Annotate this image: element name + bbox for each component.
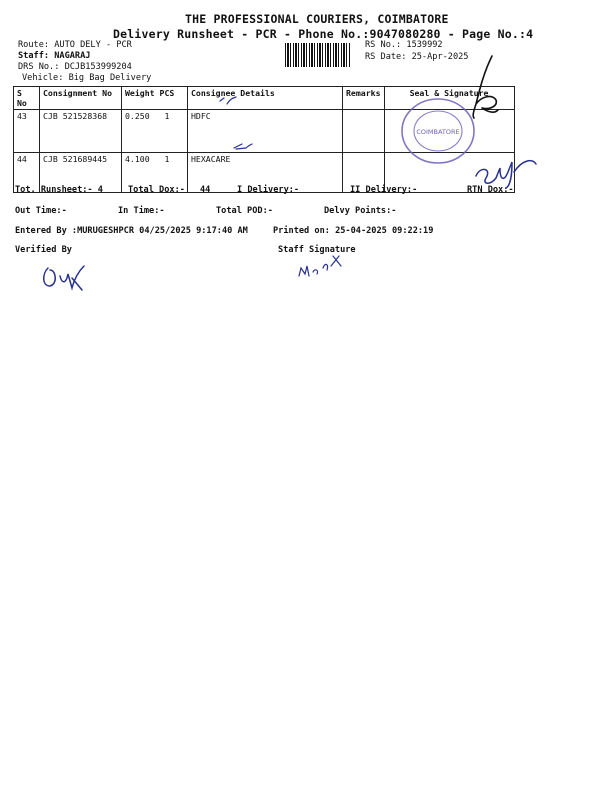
total-pod: Total POD:- bbox=[216, 206, 273, 216]
verified-signature bbox=[38, 262, 90, 294]
staff-label: Staff: NAGARAJ bbox=[18, 51, 91, 61]
staff-signature bbox=[295, 252, 345, 282]
col-consignee: Consignee Details bbox=[188, 87, 343, 110]
rs-number: RS No.: 1539992 bbox=[365, 40, 443, 50]
printed-on: Printed on: 25-04-2025 09:22:19 bbox=[273, 226, 434, 236]
row-sno: 43 bbox=[14, 110, 40, 153]
runsheet-subtitle: Delivery Runsheet - PCR - Phone No.:9047080280 - Page No.:4 bbox=[113, 27, 534, 41]
staff-signature-label: Staff Signature bbox=[278, 245, 356, 255]
col-weight-pcs: Weight PCS bbox=[122, 87, 188, 110]
verified-by: Verified By bbox=[15, 245, 72, 255]
row-consignee: HDFC bbox=[188, 110, 343, 153]
row-consignment: CJB 521689445 bbox=[40, 153, 122, 193]
delivery-signature bbox=[462, 52, 502, 122]
col-remarks: Remarks bbox=[343, 87, 385, 110]
row-consignment: CJB 521528368 bbox=[40, 110, 122, 153]
rtn-dox: RTN Dox:- bbox=[467, 185, 514, 195]
barcode-image bbox=[285, 43, 351, 67]
ii-delivery: II Delivery:- bbox=[350, 185, 418, 195]
row-weight-pcs: 4.100 1 bbox=[122, 153, 188, 193]
in-time: In Time:- bbox=[118, 206, 165, 216]
vehicle-label: Vehicle: Big Bag Delivery bbox=[22, 73, 152, 83]
total-dox-value: 44 bbox=[200, 185, 211, 195]
rs-date: RS Date: 25-Apr-2025 bbox=[365, 52, 469, 62]
drs-number: DRS No.: DCJB153999204 bbox=[18, 62, 132, 72]
tot-runsheet: Tot. Runsheet:- 4 bbox=[15, 185, 103, 195]
hexacare-tick-mark bbox=[232, 140, 254, 154]
stamp-text: COIMBATORE bbox=[416, 128, 460, 136]
i-delivery: I Delivery:- bbox=[237, 185, 300, 195]
route-label: Route: AUTO DELY - PCR bbox=[18, 40, 132, 50]
company-title: THE PROFESSIONAL COURIERS, COIMBATORE bbox=[185, 12, 449, 26]
row-weight-pcs: 0.250 1 bbox=[122, 110, 188, 153]
delvy-points: Delvy Points:- bbox=[324, 206, 397, 216]
row-remarks bbox=[343, 110, 385, 153]
col-sno: S No bbox=[14, 87, 40, 110]
row-sno: 44 bbox=[14, 153, 40, 193]
receiver-signature bbox=[470, 146, 540, 190]
entered-by: Entered By :MURUGESHPCR 04/25/2025 9:17:40 AM bbox=[15, 226, 248, 236]
hdfc-tick-mark bbox=[218, 95, 238, 107]
row-consignee: HEXACARE bbox=[188, 153, 343, 193]
out-time: Out Time:- bbox=[15, 206, 67, 216]
col-seal-signature: Seal & Signature bbox=[384, 87, 514, 110]
col-consignment: Consignment No bbox=[40, 87, 122, 110]
total-dox-label: Total Dox:- bbox=[128, 185, 185, 195]
